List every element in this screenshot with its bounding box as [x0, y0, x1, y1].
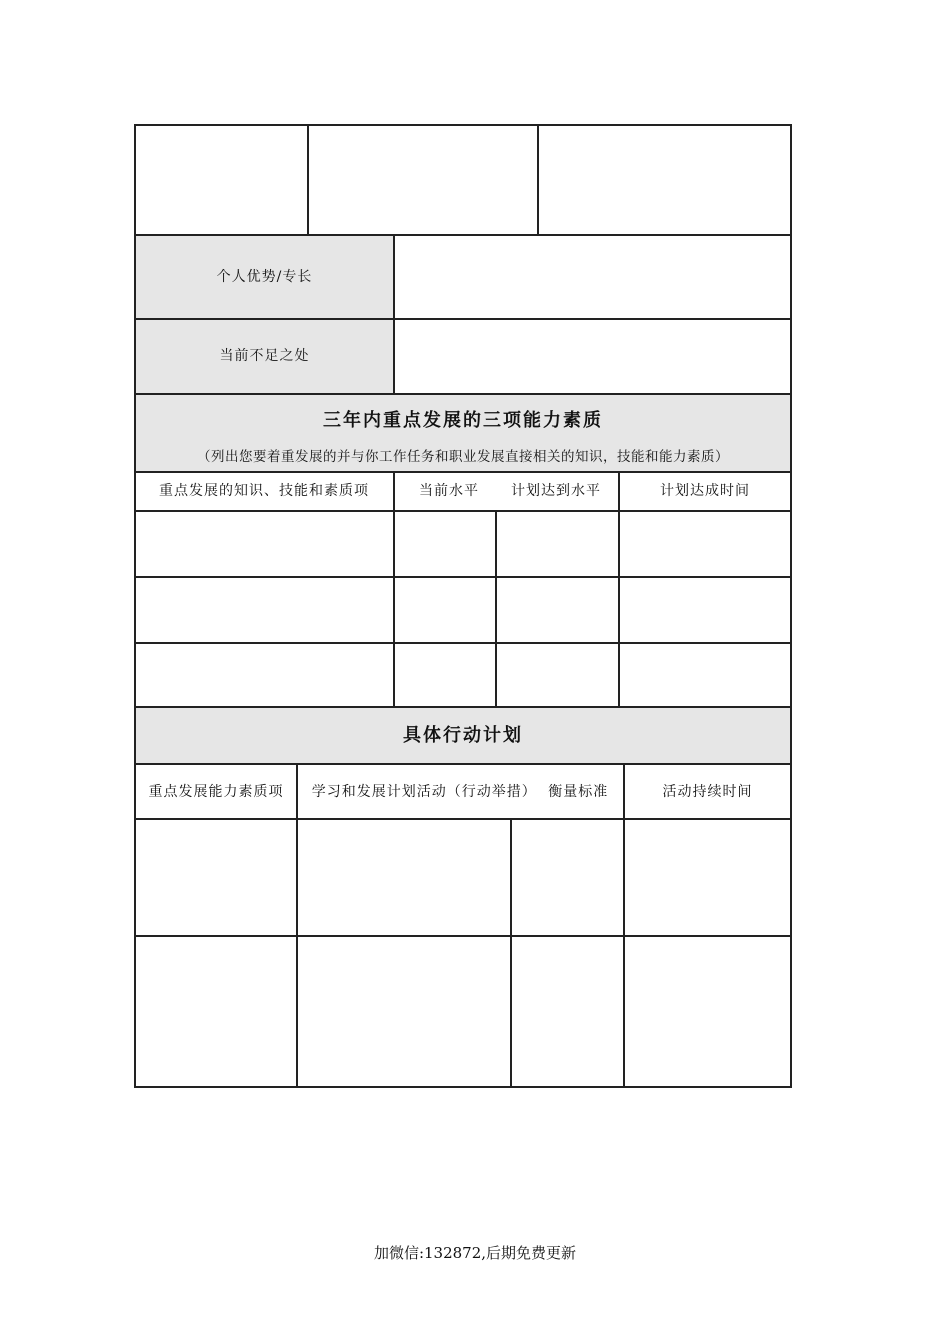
vline	[495, 510, 497, 707]
header-duration: 活动持续时间	[662, 783, 753, 800]
weakness-input[interactable]	[395, 320, 790, 393]
development-title: 三年内重点发展的三项能力素质	[323, 410, 603, 431]
hline	[134, 818, 792, 820]
vline	[510, 818, 512, 1087]
strengths-input[interactable]	[395, 236, 790, 318]
header-activities-measure	[300, 765, 620, 818]
top-cell-1[interactable]	[136, 126, 307, 234]
hline	[134, 642, 792, 644]
header-target-level: 计划达到水平	[511, 483, 601, 499]
footer-note: 加微信:132872,后期免费更新	[373, 1244, 577, 1262]
top-cell-2[interactable]	[309, 126, 537, 234]
strengths-label: 个人优势/专长	[216, 268, 313, 285]
hline	[134, 935, 792, 937]
header-activities: 学习和发展计划活动（行动举措）	[311, 783, 537, 800]
table-border-right	[790, 124, 792, 1087]
hline	[134, 576, 792, 578]
table-border-bottom	[134, 1086, 792, 1088]
vline	[296, 763, 298, 1087]
top-cell-3[interactable]	[539, 126, 790, 234]
weakness-label: 当前不足之处	[219, 348, 310, 364]
development-subtitle: （列出您要着重发展的并与你工作任务和职业发展直接相关的知识，技能和能力素质）	[197, 449, 729, 465]
header-target-time: 计划达成时间	[660, 483, 750, 499]
header-measure: 衡量标准	[548, 783, 609, 800]
header-development-item: 重点发展的知识、技能和素质项	[159, 483, 369, 499]
hline	[134, 510, 792, 512]
header-current-level: 当前水平	[419, 483, 479, 499]
header-competency: 重点发展能力素质项	[148, 783, 284, 800]
action-plan-title: 具体行动计划	[403, 724, 523, 746]
